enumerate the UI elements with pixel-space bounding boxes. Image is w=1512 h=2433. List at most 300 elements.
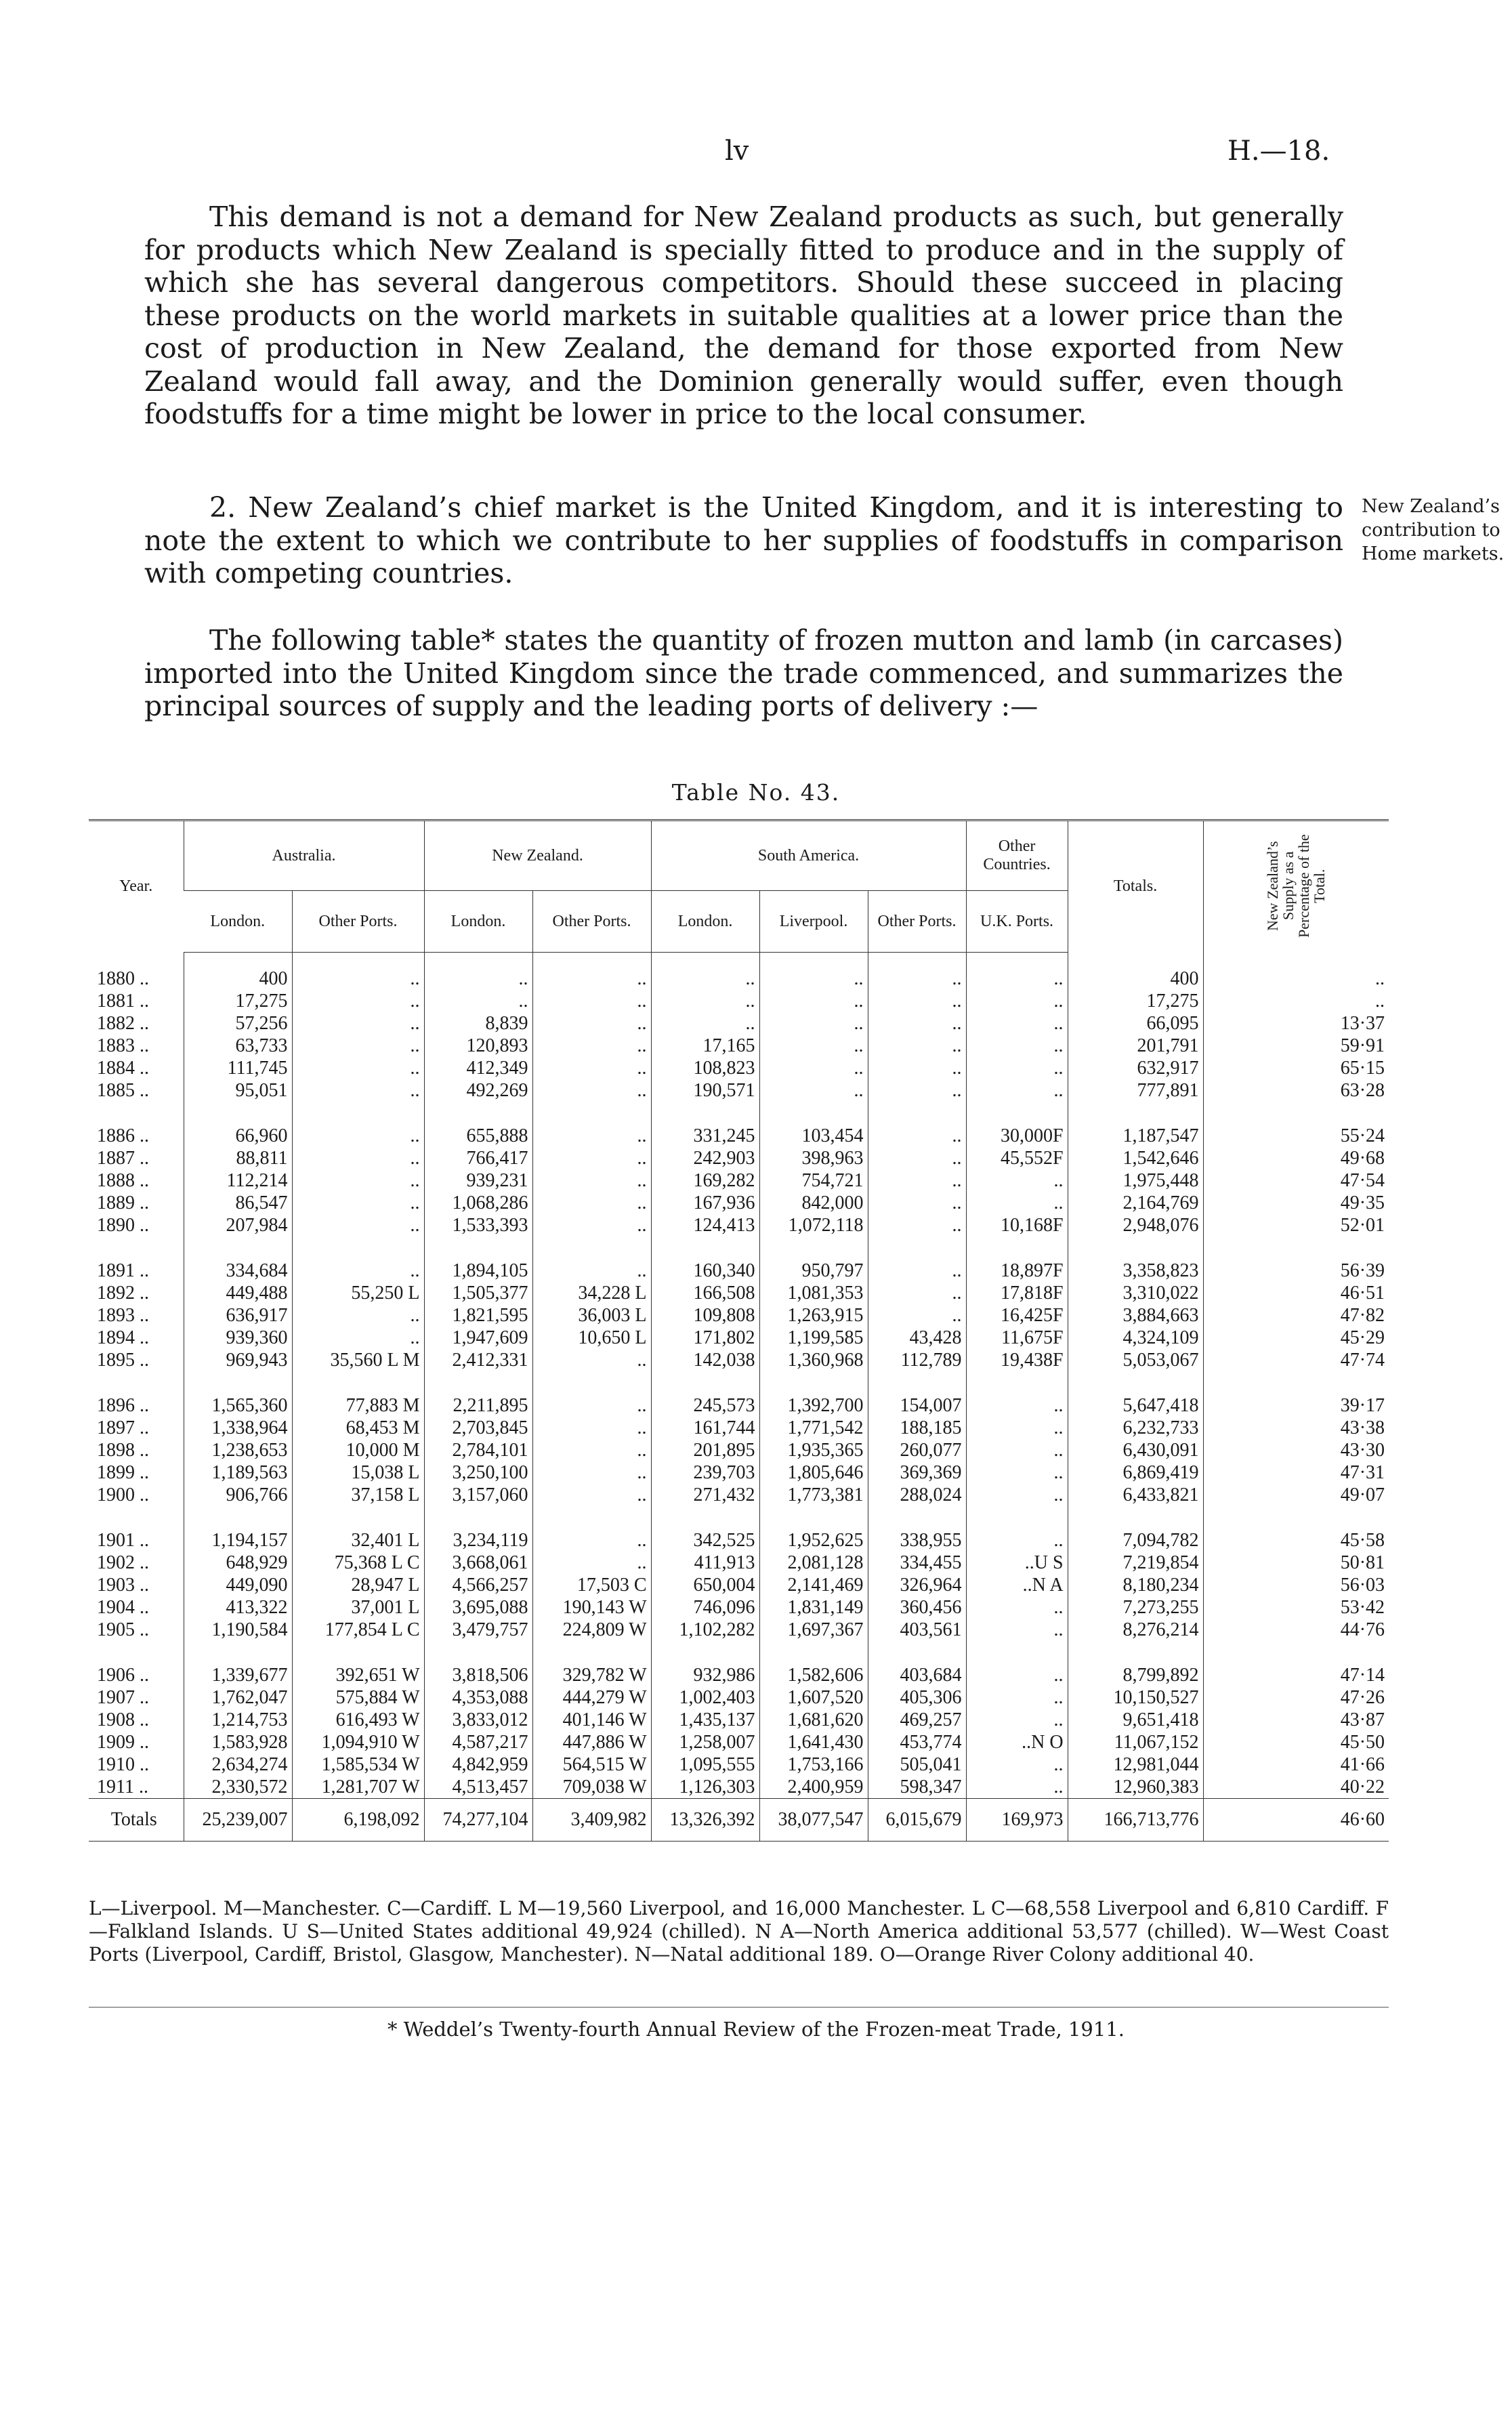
table-cell: 46·51 — [1203, 1282, 1389, 1304]
table-cell: 43,428 — [868, 1327, 966, 1349]
spacer-cell — [651, 1641, 759, 1664]
table-cell: 50·81 — [1203, 1552, 1389, 1574]
table-cell: 57,256 — [184, 1012, 292, 1035]
spacer-cell — [532, 1506, 651, 1529]
table-cell: .. — [292, 1304, 424, 1327]
table-cell: 120,893 — [424, 1035, 532, 1057]
table-cell: 939,231 — [424, 1169, 532, 1192]
table-cell: .. — [966, 1484, 1068, 1506]
table-cell: .. — [966, 1079, 1068, 1102]
table-cell: 8,180,234 — [1068, 1574, 1203, 1596]
table-cell: .. — [292, 1169, 424, 1192]
totals-cell: 25,239,007 — [184, 1799, 292, 1842]
table-cell: 66,095 — [1068, 1012, 1203, 1035]
group-spacer — [89, 1641, 1389, 1664]
year-cell: 1897 .. — [97, 1417, 149, 1438]
table-cell: 1,681,620 — [759, 1709, 868, 1731]
spacer-cell — [1068, 1102, 1203, 1125]
table-cell: 650,004 — [651, 1574, 759, 1596]
table-cell: 392,651 W — [292, 1664, 424, 1686]
table-cell: 2,412,331 — [424, 1349, 532, 1371]
table-cell: 3,833,012 — [424, 1709, 532, 1731]
table-cell: .. — [532, 1417, 651, 1439]
table-cell: .. — [868, 953, 966, 991]
table-row — [89, 1214, 1389, 1236]
header-sa-other-ports: Other Ports. — [868, 891, 966, 953]
table-cell: 55·24 — [1203, 1125, 1389, 1147]
table-row — [89, 1417, 1389, 1439]
table-row — [89, 1125, 1389, 1147]
spacer-cell — [651, 1371, 759, 1394]
table-cell: 4,324,109 — [1068, 1327, 1203, 1349]
header-nz-other-ports: Other Ports. — [532, 891, 651, 953]
table-cell: .. — [532, 1394, 651, 1417]
table-cell: .. — [966, 1057, 1068, 1079]
table-cell: .. — [966, 1776, 1068, 1799]
table-cell: .. — [532, 1552, 651, 1574]
table-cell: 28,947 L — [292, 1574, 424, 1596]
spacer-cell — [532, 1371, 651, 1394]
group-spacer — [89, 1506, 1389, 1529]
table-cell: 334,455 — [868, 1552, 966, 1574]
table-cell: 1,281,707 W — [292, 1776, 424, 1799]
table-cell: .. — [759, 1012, 868, 1035]
totals-row — [89, 1799, 1389, 1842]
table-cell: 412,349 — [424, 1057, 532, 1079]
table-cell: 1,947,609 — [424, 1327, 532, 1349]
table-cell: 564,515 W — [532, 1753, 651, 1776]
table-cell: 3,234,119 — [424, 1529, 532, 1552]
table-cell: 45·29 — [1203, 1327, 1389, 1349]
year-cell: 1891 .. — [97, 1260, 149, 1281]
totals-cell: 46·60 — [1203, 1799, 1389, 1842]
table-cell: 124,413 — [651, 1214, 759, 1236]
table-legend: L—Liverpool. M—Manchester. C—Cardiff. L M—19,560 Liverpool, and 16,000 Manchester. L C—68,558 Liverpool and 6,810 Cardiff. F—Falkland Islands. U S—United States additional 49,924 (chilled). N A—North America additional 53,577 (chilled). W—West Coast Ports (Liverpool, Cardiff, Bristol, Glasgow, Manchester). N—Natal additional 189. O—Orange River Colony additional 40. — [89, 1897, 1389, 1966]
table-cell: 2,703,845 — [424, 1417, 532, 1439]
table-cell: 1,194,157 — [184, 1529, 292, 1552]
table-cell: .. — [868, 1012, 966, 1035]
table-cell: 648,929 — [184, 1552, 292, 1574]
spacer-cell — [184, 1102, 292, 1125]
table-cell: 56·03 — [1203, 1574, 1389, 1596]
year-cell: 1881 .. — [97, 991, 149, 1012]
totals-cell: 3,409,982 — [532, 1799, 651, 1842]
table-cell: 1,002,403 — [651, 1686, 759, 1709]
table-cell: 245,573 — [651, 1394, 759, 1417]
table-cell: 3,479,757 — [424, 1619, 532, 1641]
spacer-cell — [651, 1236, 759, 1260]
table-cell: 47·14 — [1203, 1664, 1389, 1686]
table-cell: .. — [966, 1394, 1068, 1417]
table-row — [89, 1461, 1389, 1484]
table-cell: 4,566,257 — [424, 1574, 532, 1596]
table-cell: .. — [966, 1709, 1068, 1731]
table-cell: 108,823 — [651, 1057, 759, 1079]
totals-label: Totals — [89, 1799, 184, 1842]
table-row — [89, 1057, 1389, 1079]
spacer-cell — [868, 1506, 966, 1529]
table-cell: 469,257 — [868, 1709, 966, 1731]
table-cell: 17,275 — [1068, 990, 1203, 1012]
table-cell: 3,818,506 — [424, 1664, 532, 1686]
year-cell: 1885 .. — [97, 1080, 149, 1101]
table-cell: 403,684 — [868, 1664, 966, 1686]
table-cell: 47·26 — [1203, 1686, 1389, 1709]
table-row — [89, 1596, 1389, 1619]
table-cell: 207,984 — [184, 1214, 292, 1236]
table-cell: 400 — [184, 953, 292, 991]
table-cell: .. — [868, 1304, 966, 1327]
table-cell: 1,102,282 — [651, 1619, 759, 1641]
table-cell: 142,038 — [651, 1349, 759, 1371]
table-cell: .. — [292, 1079, 424, 1102]
table-cell: .. — [292, 1214, 424, 1236]
table-cell: .. — [868, 1057, 966, 1079]
totals-cell: 74,277,104 — [424, 1799, 532, 1842]
table-row — [89, 1304, 1389, 1327]
table-cell: 3,668,061 — [424, 1552, 532, 1574]
table-cell: 188,185 — [868, 1417, 966, 1439]
table-cell: 2,211,895 — [424, 1394, 532, 1417]
totals-cell: 38,077,547 — [759, 1799, 868, 1842]
header-australia-london: London. — [184, 891, 292, 953]
table-cell: .. — [424, 990, 532, 1012]
table-cell: 75,368 L C — [292, 1552, 424, 1574]
table-row — [89, 953, 1389, 991]
table-cell: 55,250 L — [292, 1282, 424, 1304]
totals-cell: 13,326,392 — [651, 1799, 759, 1842]
spacer-cell — [424, 1102, 532, 1125]
table-cell: 405,306 — [868, 1686, 966, 1709]
table-cell: 401,146 W — [532, 1709, 651, 1731]
header-south-america: South America. — [651, 820, 966, 891]
table-cell: 63,733 — [184, 1035, 292, 1057]
table-cell: .. — [292, 1012, 424, 1035]
table-cell: 1,542,646 — [1068, 1147, 1203, 1169]
year-cell: 1880 .. — [97, 968, 149, 989]
spacer-cell — [966, 1371, 1068, 1394]
totals-cell: 166,713,776 — [1068, 1799, 1203, 1842]
table-cell: 47·74 — [1203, 1349, 1389, 1371]
header-totals: Totals. — [1068, 820, 1203, 953]
table-cell: .. — [292, 1125, 424, 1147]
header-nz-percentage: New Zealand’s Supply as a Percentage of the Total. — [1203, 820, 1389, 953]
table-cell: .. — [292, 1057, 424, 1079]
header-australia-other-ports: Other Ports. — [292, 891, 424, 953]
year-cell: 1906 .. — [97, 1665, 149, 1686]
spacer-cell — [184, 1236, 292, 1260]
table-cell: 112,214 — [184, 1169, 292, 1192]
table-cell: 842,000 — [759, 1192, 868, 1214]
table-cell: .. — [1203, 990, 1389, 1012]
table-cell: .. — [868, 1147, 966, 1169]
table-cell: 190,143 W — [532, 1596, 651, 1619]
table-cell: 754,721 — [759, 1169, 868, 1192]
table-cell: .. — [759, 953, 868, 991]
table-cell: 37,001 L — [292, 1596, 424, 1619]
spacer-cell — [759, 1641, 868, 1664]
year-cell: 1883 .. — [97, 1035, 149, 1056]
year-cell: 1892 .. — [97, 1283, 149, 1304]
header-other-countries: Other Countries. — [966, 820, 1068, 891]
table-cell: 505,041 — [868, 1753, 966, 1776]
table-cell: 492,269 — [424, 1079, 532, 1102]
spacer-cell — [532, 1102, 651, 1125]
table-cell: .. — [532, 1035, 651, 1057]
table-cell: .. — [532, 1125, 651, 1147]
table-body — [89, 953, 1389, 1842]
table-cell: 1,582,606 — [759, 1664, 868, 1686]
year-cell: 1886 .. — [97, 1125, 149, 1146]
table-cell: 1,805,646 — [759, 1461, 868, 1484]
table-cell: 1,607,520 — [759, 1686, 868, 1709]
table-cell: 160,340 — [651, 1260, 759, 1282]
table-cell: 1,068,286 — [424, 1192, 532, 1214]
table-cell: .. — [759, 1079, 868, 1102]
table-row — [89, 1349, 1389, 1371]
table-cell: .. — [966, 1169, 1068, 1192]
table-cell: .. — [532, 953, 651, 991]
table-cell: 1,199,585 — [759, 1327, 868, 1349]
paragraph-table-intro: The following table* states the quantity of frozen mutton and lamb (in carcases) imported into the United Kingdom since the trade commenced, and summarizes the principal sources of supply and the leading ports of delivery :— — [144, 624, 1343, 722]
table-cell: .. — [532, 1169, 651, 1192]
table-cell: .. — [759, 990, 868, 1012]
table-cell: 12,960,383 — [1068, 1776, 1203, 1799]
spacer-cell — [651, 1506, 759, 1529]
table-cell: 6,232,733 — [1068, 1417, 1203, 1439]
table-cell: 43·38 — [1203, 1417, 1389, 1439]
table-cell: 201,791 — [1068, 1035, 1203, 1057]
table-cell: 709,038 W — [532, 1776, 651, 1799]
table-cell: .. — [966, 1664, 1068, 1686]
table-cell: .. — [532, 1147, 651, 1169]
table-cell: .. — [292, 1260, 424, 1282]
year-cell: 1908 .. — [97, 1709, 149, 1730]
spacer-cell — [1068, 1641, 1203, 1664]
table-cell: 8,799,892 — [1068, 1664, 1203, 1686]
spacer-cell — [292, 1641, 424, 1664]
table-cell: .. — [966, 1417, 1068, 1439]
totals-cell: 169,973 — [966, 1799, 1068, 1842]
table-row — [89, 1327, 1389, 1349]
year-cell: 1901 .. — [97, 1530, 149, 1551]
table-row — [89, 1619, 1389, 1641]
table-cell: 2,948,076 — [1068, 1214, 1203, 1236]
table-cell: .. — [868, 990, 966, 1012]
table-cell: 59·91 — [1203, 1035, 1389, 1057]
table-cell: .. — [532, 1461, 651, 1484]
mutton-import-table — [89, 819, 1389, 1842]
table-cell: .. — [532, 990, 651, 1012]
header-nz-london: London. — [424, 891, 532, 953]
table-cell: 10,168F — [966, 1214, 1068, 1236]
table-cell: 56·39 — [1203, 1260, 1389, 1282]
table-caption: Table No. 43. — [671, 779, 841, 806]
table-cell: 167,936 — [651, 1192, 759, 1214]
header-uk-ports: U.K. Ports. — [966, 891, 1068, 953]
paragraph-chief-market: 2. New Zealand’s chief market is the United Kingdom, and it is interesting to note the extent to which we contribute to her supplies of foodstuffs in comparison with competing countries. — [144, 491, 1343, 589]
table-cell: 1,187,547 — [1068, 1125, 1203, 1147]
table-cell: .. — [966, 1035, 1068, 1057]
table-cell: 1,505,377 — [424, 1282, 532, 1304]
table-cell: .. — [532, 1012, 651, 1035]
group-spacer — [89, 1102, 1389, 1125]
table-cell: 1,583,928 — [184, 1731, 292, 1753]
spacer-cell — [759, 1371, 868, 1394]
table-row — [89, 1260, 1389, 1282]
table-row — [89, 990, 1389, 1012]
table-row — [89, 1529, 1389, 1552]
spacer-cell — [424, 1641, 532, 1664]
table-cell: 4,353,088 — [424, 1686, 532, 1709]
spacer-cell — [89, 1236, 184, 1260]
table-cell: 13·37 — [1203, 1012, 1389, 1035]
table-row — [89, 1192, 1389, 1214]
table-cell: 1,952,625 — [759, 1529, 868, 1552]
table-cell: .. — [292, 953, 424, 991]
table-cell: 18,897F — [966, 1260, 1068, 1282]
spacer-cell — [759, 1102, 868, 1125]
table-cell: 161,744 — [651, 1417, 759, 1439]
footnote-divider — [89, 2007, 1389, 2008]
year-cell: 1893 .. — [97, 1305, 149, 1326]
year-cell: 1911 .. — [97, 1776, 148, 1797]
table-cell: 1,339,677 — [184, 1664, 292, 1686]
table-cell: 169,282 — [651, 1169, 759, 1192]
table-cell: 47·31 — [1203, 1461, 1389, 1484]
table-row — [89, 1776, 1389, 1799]
table-cell: 260,077 — [868, 1439, 966, 1461]
spacer-cell — [759, 1236, 868, 1260]
group-spacer — [89, 1236, 1389, 1260]
table-cell: 1,360,968 — [759, 1349, 868, 1371]
table-cell: .. — [966, 1619, 1068, 1641]
table-cell: .. — [966, 1753, 1068, 1776]
table-cell: 1,773,381 — [759, 1484, 868, 1506]
table-cell: .. — [966, 1439, 1068, 1461]
year-cell: 1909 .. — [97, 1732, 149, 1753]
spacer-cell — [868, 1641, 966, 1664]
totals-cell: 6,198,092 — [292, 1799, 424, 1842]
year-cell: 1890 .. — [97, 1215, 149, 1236]
table-cell: .. — [532, 1057, 651, 1079]
table-cell: .. — [868, 1214, 966, 1236]
table-cell: 932,986 — [651, 1664, 759, 1686]
table-cell: 1,975,448 — [1068, 1169, 1203, 1192]
table-cell: 10,000 M — [292, 1439, 424, 1461]
table-cell: .. — [966, 990, 1068, 1012]
spacer-cell — [89, 1641, 184, 1664]
table-cell: 326,964 — [868, 1574, 966, 1596]
spacer-cell — [868, 1236, 966, 1260]
table-row — [89, 1664, 1389, 1686]
table-cell: 1,771,542 — [759, 1417, 868, 1439]
spacer-cell — [1203, 1371, 1389, 1394]
table-cell: 32,401 L — [292, 1529, 424, 1552]
table-row — [89, 1731, 1389, 1753]
table-cell: 1,263,915 — [759, 1304, 868, 1327]
spacer-cell — [184, 1371, 292, 1394]
table-cell: 201,895 — [651, 1439, 759, 1461]
table-cell: 224,809 W — [532, 1619, 651, 1641]
table-cell: .. — [966, 1529, 1068, 1552]
spacer-cell — [184, 1641, 292, 1664]
table-cell: 5,053,067 — [1068, 1349, 1203, 1371]
table-cell: .. — [532, 1439, 651, 1461]
table-cell: 166,508 — [651, 1282, 759, 1304]
table-cell: 447,886 W — [532, 1731, 651, 1753]
table-cell: 34,228 L — [532, 1282, 651, 1304]
table-cell: 1,641,430 — [759, 1731, 868, 1753]
table-cell: 1,214,753 — [184, 1709, 292, 1731]
table-row — [89, 1169, 1389, 1192]
table-cell: 1,190,584 — [184, 1619, 292, 1641]
spacer-cell — [424, 1506, 532, 1529]
table-cell: 400 — [1068, 953, 1203, 991]
table-cell: .. — [966, 1012, 1068, 1035]
header-australia: Australia. — [184, 820, 424, 891]
table-cell: 3,358,823 — [1068, 1260, 1203, 1282]
table-cell: .. — [424, 953, 532, 991]
year-cell: 1910 .. — [97, 1754, 149, 1775]
table-cell: 52·01 — [1203, 1214, 1389, 1236]
table-cell: 1,258,007 — [651, 1731, 759, 1753]
table-row — [89, 1394, 1389, 1417]
table-cell: 2,330,572 — [184, 1776, 292, 1799]
table-cell: 47·82 — [1203, 1304, 1389, 1327]
table-cell: .. — [292, 1327, 424, 1349]
table-cell: .. — [292, 1192, 424, 1214]
table-row — [89, 1147, 1389, 1169]
table-cell: 636,917 — [184, 1304, 292, 1327]
spacer-cell — [89, 1506, 184, 1529]
table-cell: 109,808 — [651, 1304, 759, 1327]
table-cell: .. — [532, 1349, 651, 1371]
table-cell: 1,565,360 — [184, 1394, 292, 1417]
table-row — [89, 1079, 1389, 1102]
table-cell: 1,072,118 — [759, 1214, 868, 1236]
spacer-cell — [966, 1641, 1068, 1664]
year-cell: 1884 .. — [97, 1058, 149, 1079]
table-cell: 45·50 — [1203, 1731, 1389, 1753]
spacer-cell — [868, 1102, 966, 1125]
table-cell: 17,165 — [651, 1035, 759, 1057]
table-cell: 271,432 — [651, 1484, 759, 1506]
table-cell: 177,854 L C — [292, 1619, 424, 1641]
table-cell: .. — [966, 1596, 1068, 1619]
table-cell: 1,338,964 — [184, 1417, 292, 1439]
table-cell: 950,797 — [759, 1260, 868, 1282]
table-cell: 30,000F — [966, 1125, 1068, 1147]
table-cell: 8,276,214 — [1068, 1619, 1203, 1641]
year-cell: 1907 .. — [97, 1687, 149, 1708]
table-cell: 4,513,457 — [424, 1776, 532, 1799]
table-cell: .. — [966, 953, 1068, 991]
table-cell: 7,273,255 — [1068, 1596, 1203, 1619]
table-cell: 19,438F — [966, 1349, 1068, 1371]
table-cell: .. — [868, 1282, 966, 1304]
table-cell: 43·87 — [1203, 1709, 1389, 1731]
table-cell: .. — [868, 1260, 966, 1282]
table-cell: 95,051 — [184, 1079, 292, 1102]
table-cell: 68,453 M — [292, 1417, 424, 1439]
table-cell: 65·15 — [1203, 1057, 1389, 1079]
spacer-cell — [424, 1236, 532, 1260]
table-cell: 449,090 — [184, 1574, 292, 1596]
table-cell: 47·54 — [1203, 1169, 1389, 1192]
table-cell: 3,250,100 — [424, 1461, 532, 1484]
table-cell: 403,561 — [868, 1619, 966, 1641]
